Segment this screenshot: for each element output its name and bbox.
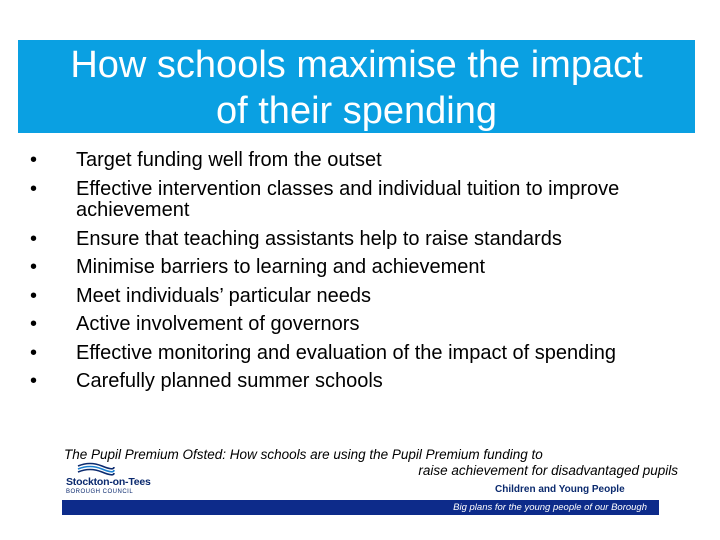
bullet-text: Ensure that teaching assistants help to raise standards: [76, 227, 562, 250]
bullet-text: Meet individuals’ particular needs: [76, 284, 371, 307]
bullet-item: [30, 150, 690, 172]
citation-line-2: raise achievement for disadvantaged pupils: [418, 463, 678, 478]
bullet-dot-icon: •: [30, 177, 38, 200]
slide-title-line-1: How schools maximise the impact: [70, 44, 643, 86]
citation-line-1: The Pupil Premium Ofsted: How schools are using the Pupil Premium funding to: [64, 447, 543, 462]
bullet-text: Target funding well from the outset: [76, 149, 382, 171]
swirl-logo-icon: [76, 462, 116, 476]
department-name: Children and Young People: [495, 484, 625, 495]
bullet-text: Minimise barriers to learning and achievement: [76, 256, 486, 278]
bullet-item: [30, 286, 690, 308]
bullet-dot-icon: •: [30, 227, 38, 250]
bullet-item: [30, 314, 690, 336]
logo-subtitle: BOROUGH COUNCIL: [66, 489, 134, 495]
bullet-text: Active involvement of governors: [76, 313, 360, 335]
slide-title-banner: [18, 40, 695, 133]
bullet-item: [30, 371, 690, 393]
bullet-text: Effective intervention classes and individual tuition to improve achievement: [76, 177, 620, 221]
bullet-item: [30, 229, 690, 251]
council-logo: [66, 462, 176, 498]
bullet-dot-icon: •: [30, 149, 38, 171]
bullet-dot-icon: •: [30, 370, 38, 392]
slide-title-line-2: of their spending: [216, 90, 497, 132]
bullet-text: Carefully planned summer schools: [76, 370, 383, 392]
bullet-dot-icon: •: [30, 284, 38, 307]
bullet-text: Effective monitoring and evaluation of the impact of spending: [76, 341, 616, 364]
logo-name: Stockton-on-Tees: [66, 476, 151, 488]
footer-tagline: Big plans for the young people of our Borough: [453, 502, 647, 513]
bullet-item: [30, 179, 690, 222]
bullet-item: [30, 257, 690, 279]
bullet-item: [30, 343, 690, 365]
footer-banner: [62, 500, 659, 515]
bullet-list: [30, 150, 690, 400]
bullet-dot-icon: •: [30, 341, 38, 364]
bullet-dot-icon: •: [30, 256, 38, 278]
slide-title: [18, 42, 695, 133]
bullet-dot-icon: •: [30, 313, 38, 335]
